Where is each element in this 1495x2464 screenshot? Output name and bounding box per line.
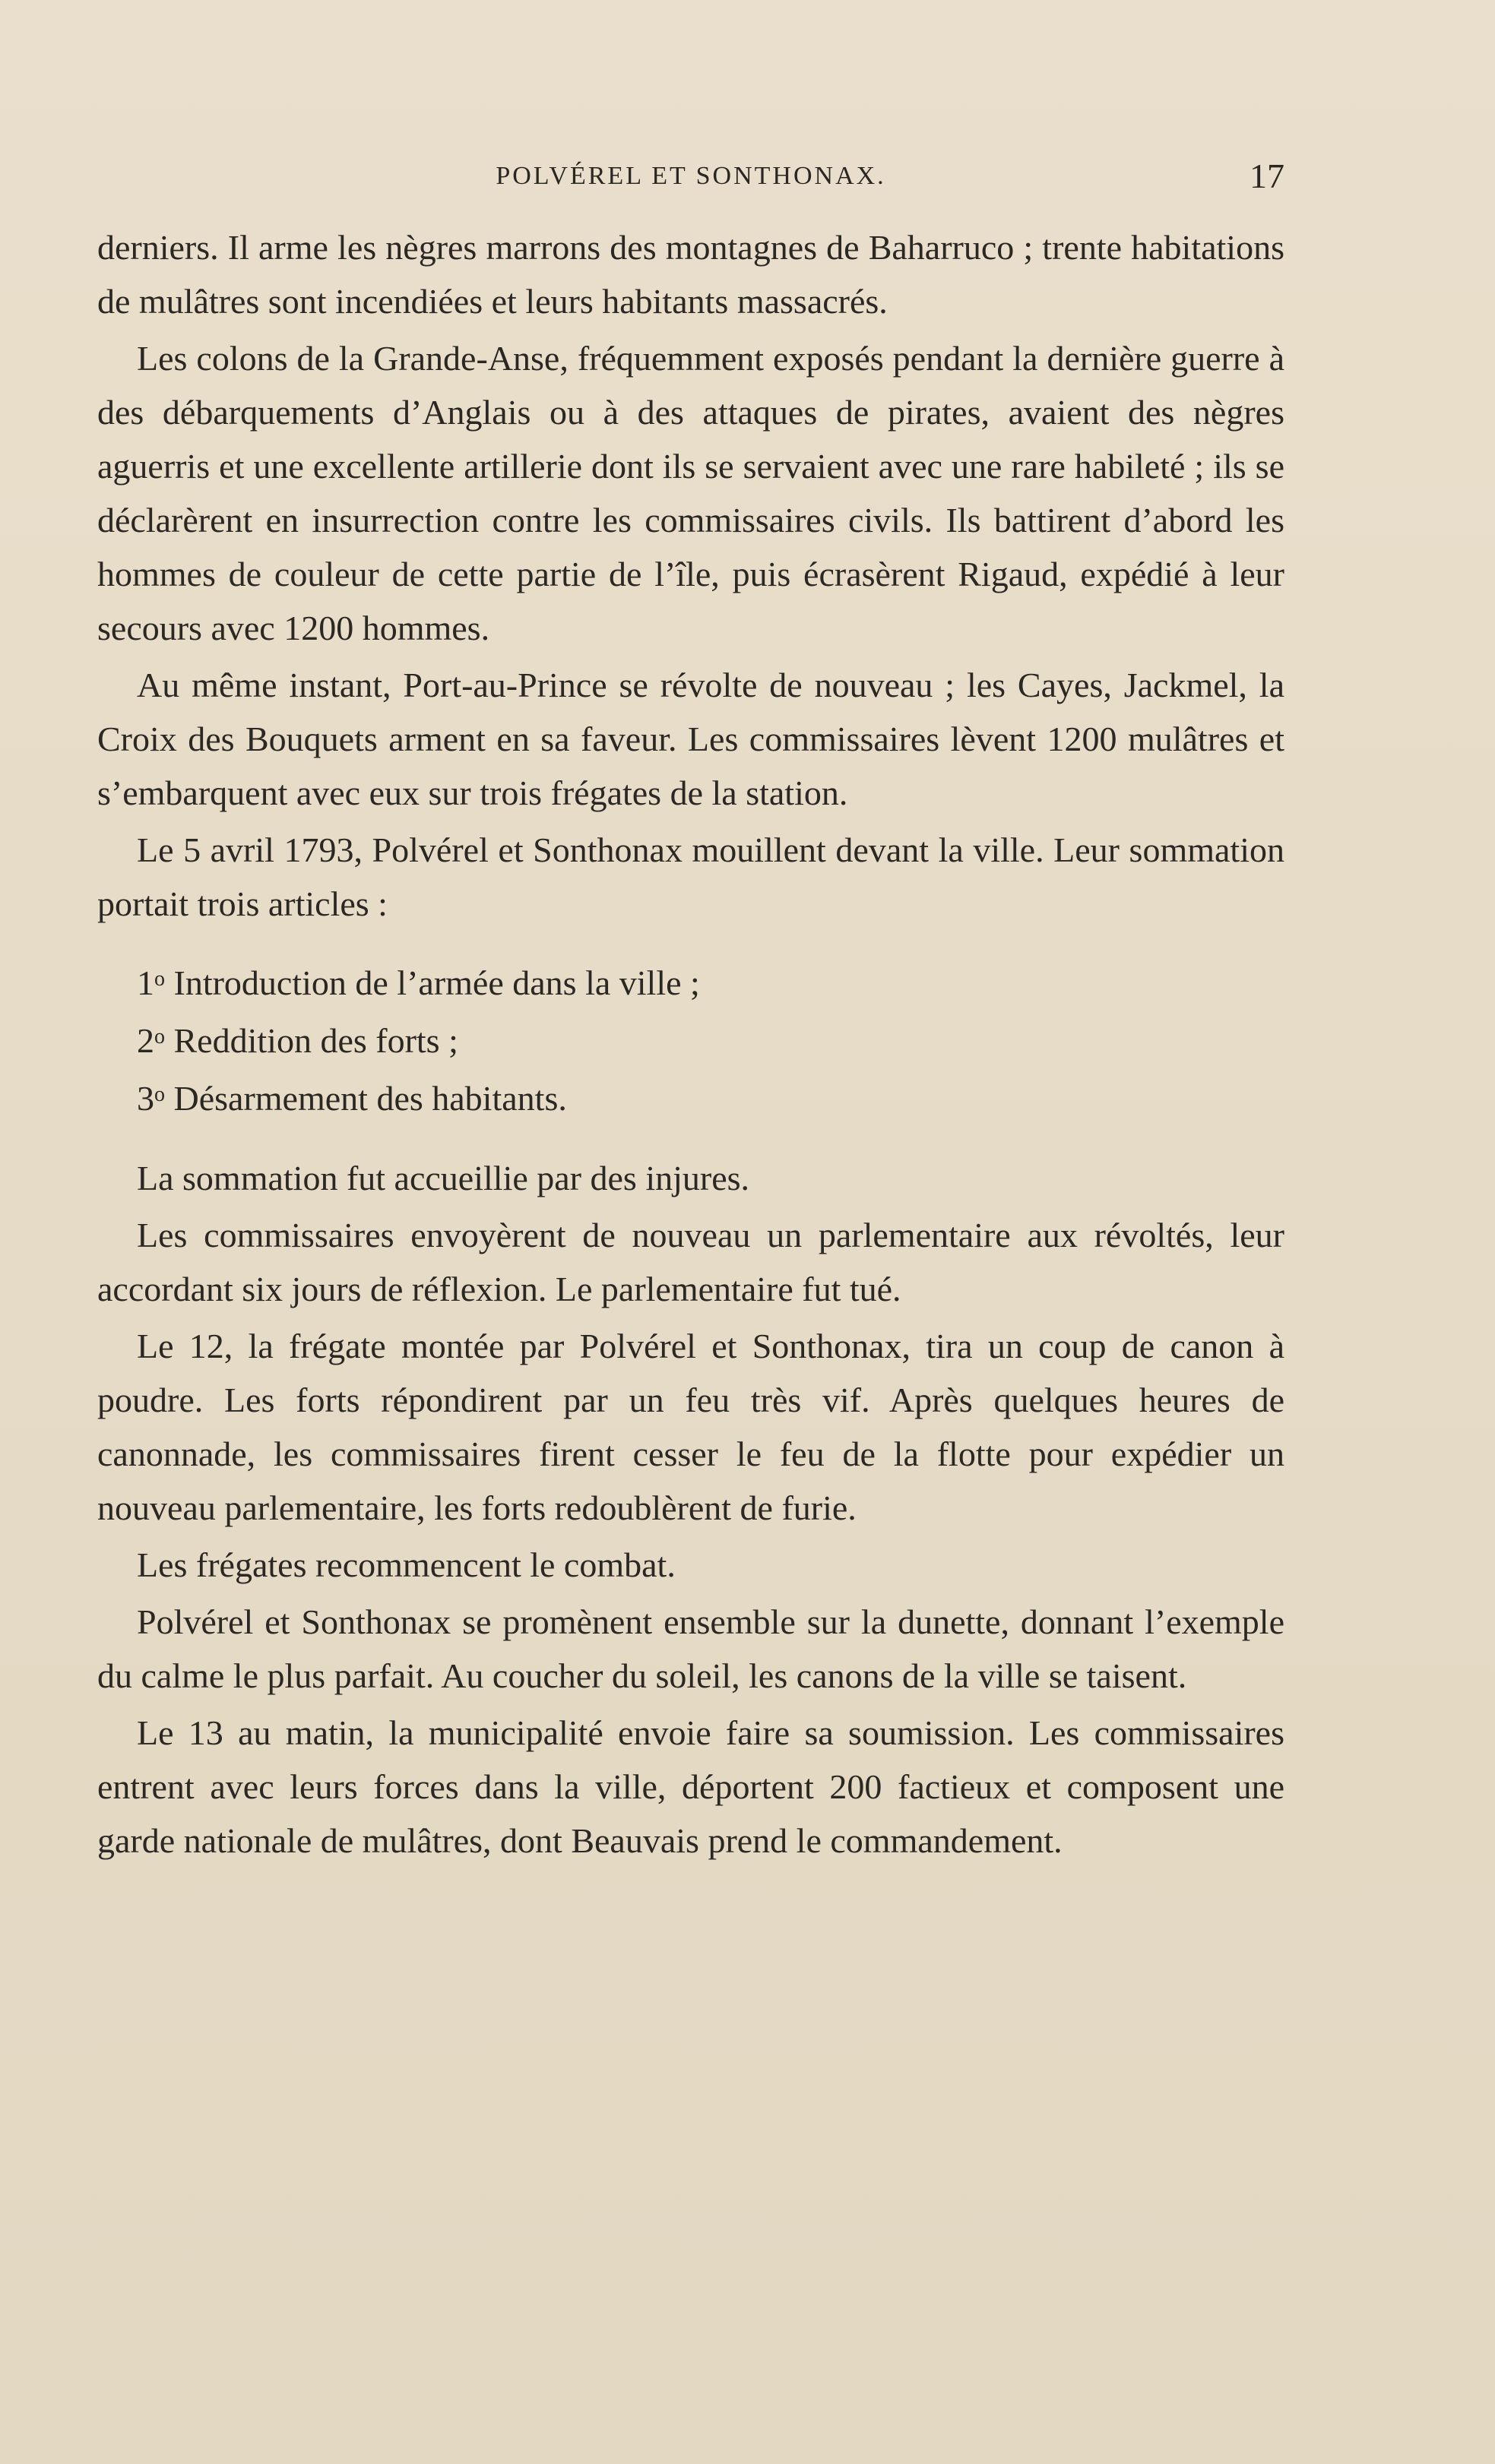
paragraph: Au même instant, Port-au-Prince se révolte de nouveau ; les Cayes, Jackmel, la Croix des Bouquets arment en sa faveur. Les commissaires lèvent 1200 mulâtres et s’embarquent avec eux sur trois frégates de la station. (97, 666, 1284, 812)
page-number: 17 (1250, 157, 1284, 195)
paragraph: Le 13 au matin, la municipalité envoie faire sa soumission. Les commissaires entrent avec leurs forces dans la ville, déportent 200 factieux et composent une garde nationale de mulâtres, dont Beauvais prend le commandement. (97, 1713, 1284, 1860)
paragraph: Les commissaires envoyèrent de nouveau un parlementaire aux révoltés, leur accordant six jours de réflexion. Le parlementaire fut tué. (97, 1216, 1284, 1308)
list-item-text: Désarmement des habitants. (173, 1079, 567, 1118)
list-number: 1$^o$ (137, 963, 165, 1002)
paragraph: derniers. Il arme les nègres marrons des montagnes de Baharruco ; trente habitations de mulâtres sont incendiées et leurs habitants massacrés. (97, 228, 1284, 321)
paragraph: Polvérel et Sonthonax se promènent ensemble sur la dunette, donnant l’exemple du calme le plus parfait. Au coucher du soleil, les canons de la ville se taisent. (97, 1602, 1284, 1695)
paragraph: La sommation fut accueillie par des injures. (137, 1159, 750, 1197)
list-number: 3$^o$ (137, 1079, 165, 1118)
paragraph: Le 5 avril 1793, Polvérel et Sonthonax mouillent devant la ville. Leur sommation portait trois articles : (97, 830, 1284, 923)
body-text (97, 220, 1284, 1871)
list-item (97, 1068, 1284, 1125)
list-item-text: Introduction de l’armée dans la ville ; (173, 963, 700, 1002)
list-item-text: Reddition des forts ; (173, 1021, 458, 1060)
list-item (97, 1010, 1284, 1068)
paragraph: Les colons de la Grande-Anse, fréquemment exposés pendant la dernière guerre à des débarquements d’Anglais ou à des attaques de pirates, avaient des nègres aguerris et une excellente artillerie dont ils se servaient avec une rare habileté ; ils se déclarèrent en insurrection contre les commissaires civils. Ils battirent d’abord les hommes de couleur de cette partie de l’île, puis écrasèrent Rigaud, expédié à leur secours avec 1200 hommes. (97, 339, 1284, 647)
running-head (97, 156, 1284, 201)
paragraph: Les frégates recommencent le combat. (137, 1545, 676, 1584)
list-number: 2$^o$ (137, 1021, 165, 1060)
paragraph: Le 12, la frégate montée par Polvérel et Sonthonax, tira un coup de canon à poudre. Les forts répondirent par un feu très vif. Après quelques heures de canonnade, les commissaires firent cesser le feu de la flotte pour expédier un nouveau parlementaire, les forts redoublèrent de furie. (97, 1327, 1284, 1527)
list-item (97, 952, 1284, 1010)
article-list (97, 952, 1284, 1125)
running-title: POLVÉREL ET SONTHONAX. (496, 162, 886, 190)
